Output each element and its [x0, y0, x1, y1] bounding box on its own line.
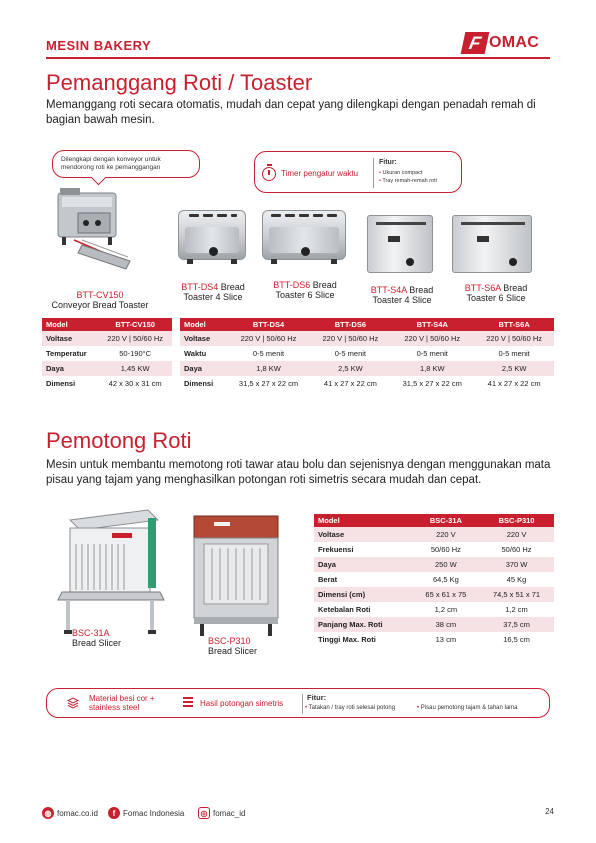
- table-cell: 41 x 27 x 22 cm: [311, 376, 391, 391]
- toaster-title: Pemanggang Roti / Toaster: [46, 70, 313, 95]
- table-cell: 16,5 cm: [479, 632, 554, 647]
- product-label-bsc31a: [72, 628, 132, 648]
- fitur-item: • Ukuran compact: [379, 169, 437, 177]
- product-code: BTT-DS4: [181, 282, 219, 292]
- table-cell: Dimensi (cm): [314, 587, 413, 602]
- table-cell: 0-5 menit: [390, 346, 474, 361]
- table-cell: 45 Kg: [479, 572, 554, 587]
- fitur-item: • Pisau pemotong tajam & tahan lama: [417, 705, 518, 711]
- product-name: Conveyor Bread Toaster: [51, 300, 149, 310]
- table-cell: Voltase: [42, 331, 98, 346]
- feature-symmetric-cut: Hasil potongan simetris: [200, 699, 284, 708]
- logo-letter: F: [461, 32, 490, 54]
- table-cell: 220 V: [413, 527, 479, 542]
- table-cell: Temperatur: [42, 346, 98, 361]
- table-cell: Daya: [314, 557, 413, 572]
- table-cell: Ketebalan Roti: [314, 602, 413, 617]
- table-cell: 1,8 KW: [390, 361, 474, 376]
- product-label-ds4: [172, 282, 254, 302]
- product-code: BSC-31A: [72, 628, 110, 638]
- toaster-s4a-image: [367, 215, 433, 273]
- footer-instagram[interactable]: [198, 807, 245, 819]
- table-cell: Dimensi: [42, 376, 98, 391]
- slicer-title: Pemotong Roti: [46, 428, 192, 453]
- product-code: BTT-S4A: [370, 285, 407, 295]
- table-cell: 41 x 27 x 22 cm: [474, 376, 554, 391]
- table-row: [42, 331, 172, 346]
- table-row: [314, 527, 554, 542]
- table-cell: 1,2 cm: [413, 602, 479, 617]
- footer-website[interactable]: [42, 807, 98, 819]
- product-name: Toaster 4 Slice: [372, 295, 432, 305]
- table-cell: 250 W: [413, 557, 479, 572]
- table-cell: 1,2 cm: [479, 602, 554, 617]
- product-name: Bread: [220, 282, 245, 292]
- table-row: [314, 557, 554, 572]
- table-row: [180, 331, 554, 346]
- table-cell: 0-5 menit: [227, 346, 311, 361]
- table-cell: Waktu: [180, 346, 227, 361]
- table-cell: 1,8 KW: [227, 361, 311, 376]
- table-cell: 37,5 cm: [479, 617, 554, 632]
- slicer-bsc31a-image: [52, 500, 170, 636]
- table-cell: 0-5 menit: [474, 346, 554, 361]
- table-header: BSC-31A: [413, 514, 479, 527]
- timer-label: Timer pengatur waktu: [281, 169, 359, 178]
- spec-table-slicers: [314, 514, 554, 647]
- product-label-s4a: [360, 285, 444, 305]
- table-cell: 50/60 Hz: [413, 542, 479, 557]
- website-link[interactable]: fomac.co.id: [57, 808, 98, 818]
- product-name: Toaster 4 Slice: [183, 292, 243, 302]
- product-label-bscp310: [208, 636, 278, 656]
- instagram-icon: ◎: [198, 807, 210, 819]
- table-row: [314, 602, 554, 617]
- table-row: [42, 361, 172, 376]
- table-cell: 65 x 61 x 75: [413, 587, 479, 602]
- conveyor-note: Dilengkapi dengan konveyor untuk mendorong roti ke pemanggangan: [61, 156, 161, 171]
- conveyor-callout: [52, 150, 200, 178]
- toaster-ds4-image: [178, 210, 246, 260]
- table-cell: 220 V | 50/60 Hz: [474, 331, 554, 346]
- table-cell: 220 V: [479, 527, 554, 542]
- spec-table-toasters: [180, 318, 554, 391]
- table-row: [180, 346, 554, 361]
- globe-icon: ◍: [42, 807, 54, 819]
- table-row: [42, 376, 172, 391]
- table-cell: 220 V | 50/60 Hz: [98, 331, 172, 346]
- table-cell: 2,5 KW: [311, 361, 391, 376]
- facebook-link[interactable]: Fomac Indonesia: [123, 808, 185, 818]
- table-row: [314, 572, 554, 587]
- table-row: [314, 632, 554, 647]
- product-code: BTT-DS6: [273, 280, 311, 290]
- layers-icon: [67, 697, 79, 709]
- fitur-item: • Tatakan / tray roti selesai potong: [305, 705, 395, 711]
- slicer-bscp310-image: [184, 508, 292, 640]
- table-cell: Daya: [42, 361, 98, 376]
- product-name: Bread: [503, 283, 528, 293]
- table-cell: Voltase: [314, 527, 413, 542]
- feature-material: Material besi cor + stainless steel: [89, 694, 155, 712]
- product-name: Bread Slicer: [72, 638, 122, 648]
- table-cell: 220 V | 50/60 Hz: [227, 331, 311, 346]
- table-cell: Dimensi: [180, 376, 227, 391]
- table-cell: 370 W: [479, 557, 554, 572]
- table-cell: 0-5 menit: [311, 346, 391, 361]
- fitur-item: • Tray remah-remah roti: [379, 177, 437, 185]
- table-cell: Panjang Max. Roti: [314, 617, 413, 632]
- table-cell: 31,5 x 27 x 22 cm: [227, 376, 311, 391]
- product-code: BTT-CV150: [76, 290, 124, 300]
- toaster-description: Memanggang roti secara otomatis, mudah dan cepat yang dilengkapi dengan penadah remah di bagian bawah mesin.: [46, 99, 536, 126]
- fomac-logo: [463, 32, 539, 54]
- header-rule: [46, 57, 550, 59]
- table-header: BTT-DS4: [227, 318, 311, 331]
- toaster-s6a-image: [452, 215, 532, 273]
- table-header: BTT-CV150: [98, 318, 172, 331]
- table-header: BTT-DS6: [311, 318, 391, 331]
- product-name: Bread: [312, 280, 337, 290]
- fitur-title: Fitur:: [379, 159, 397, 166]
- footer-facebook[interactable]: [108, 807, 184, 819]
- table-row: [180, 376, 554, 391]
- table-header: BTT-S6A: [474, 318, 554, 331]
- table-cell: 220 V | 50/60 Hz: [390, 331, 474, 346]
- instagram-link[interactable]: fomac_id: [213, 808, 246, 818]
- slices-icon: [182, 696, 194, 708]
- timer-icon: [262, 167, 276, 181]
- table-cell: 64,5 Kg: [413, 572, 479, 587]
- table-header: Model: [314, 514, 413, 527]
- logo-text: OMAC: [489, 34, 540, 51]
- table-cell: 74,5 x 51 x 71: [479, 587, 554, 602]
- product-label-s6a: [452, 283, 540, 303]
- product-name: Toaster 6 Slice: [466, 293, 526, 303]
- table-cell: 13 cm: [413, 632, 479, 647]
- slicer-description: Mesin untuk membantu memotong roti tawar atau bolu dan sejenisnya dengan menggunakan mata pisau yang tajam yang menghasilkan potongan roti simetris secara mudah dan cepat.: [46, 459, 551, 486]
- spec-table-cv150: [42, 318, 172, 391]
- product-label-ds6: [260, 280, 350, 300]
- product-name: Toaster 6 Slice: [275, 290, 335, 300]
- table-cell: 2,5 KW: [474, 361, 554, 376]
- table-row: [314, 542, 554, 557]
- timer-callout: [254, 151, 462, 193]
- table-row: [42, 346, 172, 361]
- table-cell: Berat: [314, 572, 413, 587]
- table-cell: 50/60 Hz: [479, 542, 554, 557]
- table-cell: 1,45 KW: [98, 361, 172, 376]
- product-name: Bread Slicer: [208, 646, 258, 656]
- footer: [42, 807, 554, 821]
- table-row: [180, 361, 554, 376]
- table-header: BSC-P310: [479, 514, 554, 527]
- table-cell: 42 x 30 x 31 cm: [98, 376, 172, 391]
- table-cell: Frekuensi: [314, 542, 413, 557]
- product-code: BSC-P310: [208, 636, 251, 646]
- product-label-cv150: [48, 290, 152, 310]
- page-number: 24: [545, 807, 554, 816]
- table-header: Model: [180, 318, 227, 331]
- table-cell: Tinggi Max. Roti: [314, 632, 413, 647]
- table-cell: 31,5 x 27 x 22 cm: [390, 376, 474, 391]
- table-row: [314, 587, 554, 602]
- facebook-icon: f: [108, 807, 120, 819]
- table-cell: Voltase: [180, 331, 227, 346]
- product-name: Bread: [409, 285, 434, 295]
- table-row: [314, 617, 554, 632]
- table-header: Model: [42, 318, 98, 331]
- conveyor-toaster-image: [52, 183, 136, 273]
- callout-divider: [373, 158, 374, 188]
- table-cell: Daya: [180, 361, 227, 376]
- callout-divider: [302, 694, 303, 714]
- section-header: MESIN BAKERY: [46, 38, 152, 53]
- fitur-list: [379, 169, 437, 185]
- slicer-feature-callout: [46, 688, 550, 718]
- fitur-title: Fitur:: [307, 693, 327, 702]
- table-header: BTT-S4A: [390, 318, 474, 331]
- product-code: BTT-S6A: [464, 283, 501, 293]
- table-cell: 50-190°C: [98, 346, 172, 361]
- toaster-ds6-image: [262, 210, 346, 260]
- table-cell: 220 V | 50/60 Hz: [311, 331, 391, 346]
- table-cell: 38 cm: [413, 617, 479, 632]
